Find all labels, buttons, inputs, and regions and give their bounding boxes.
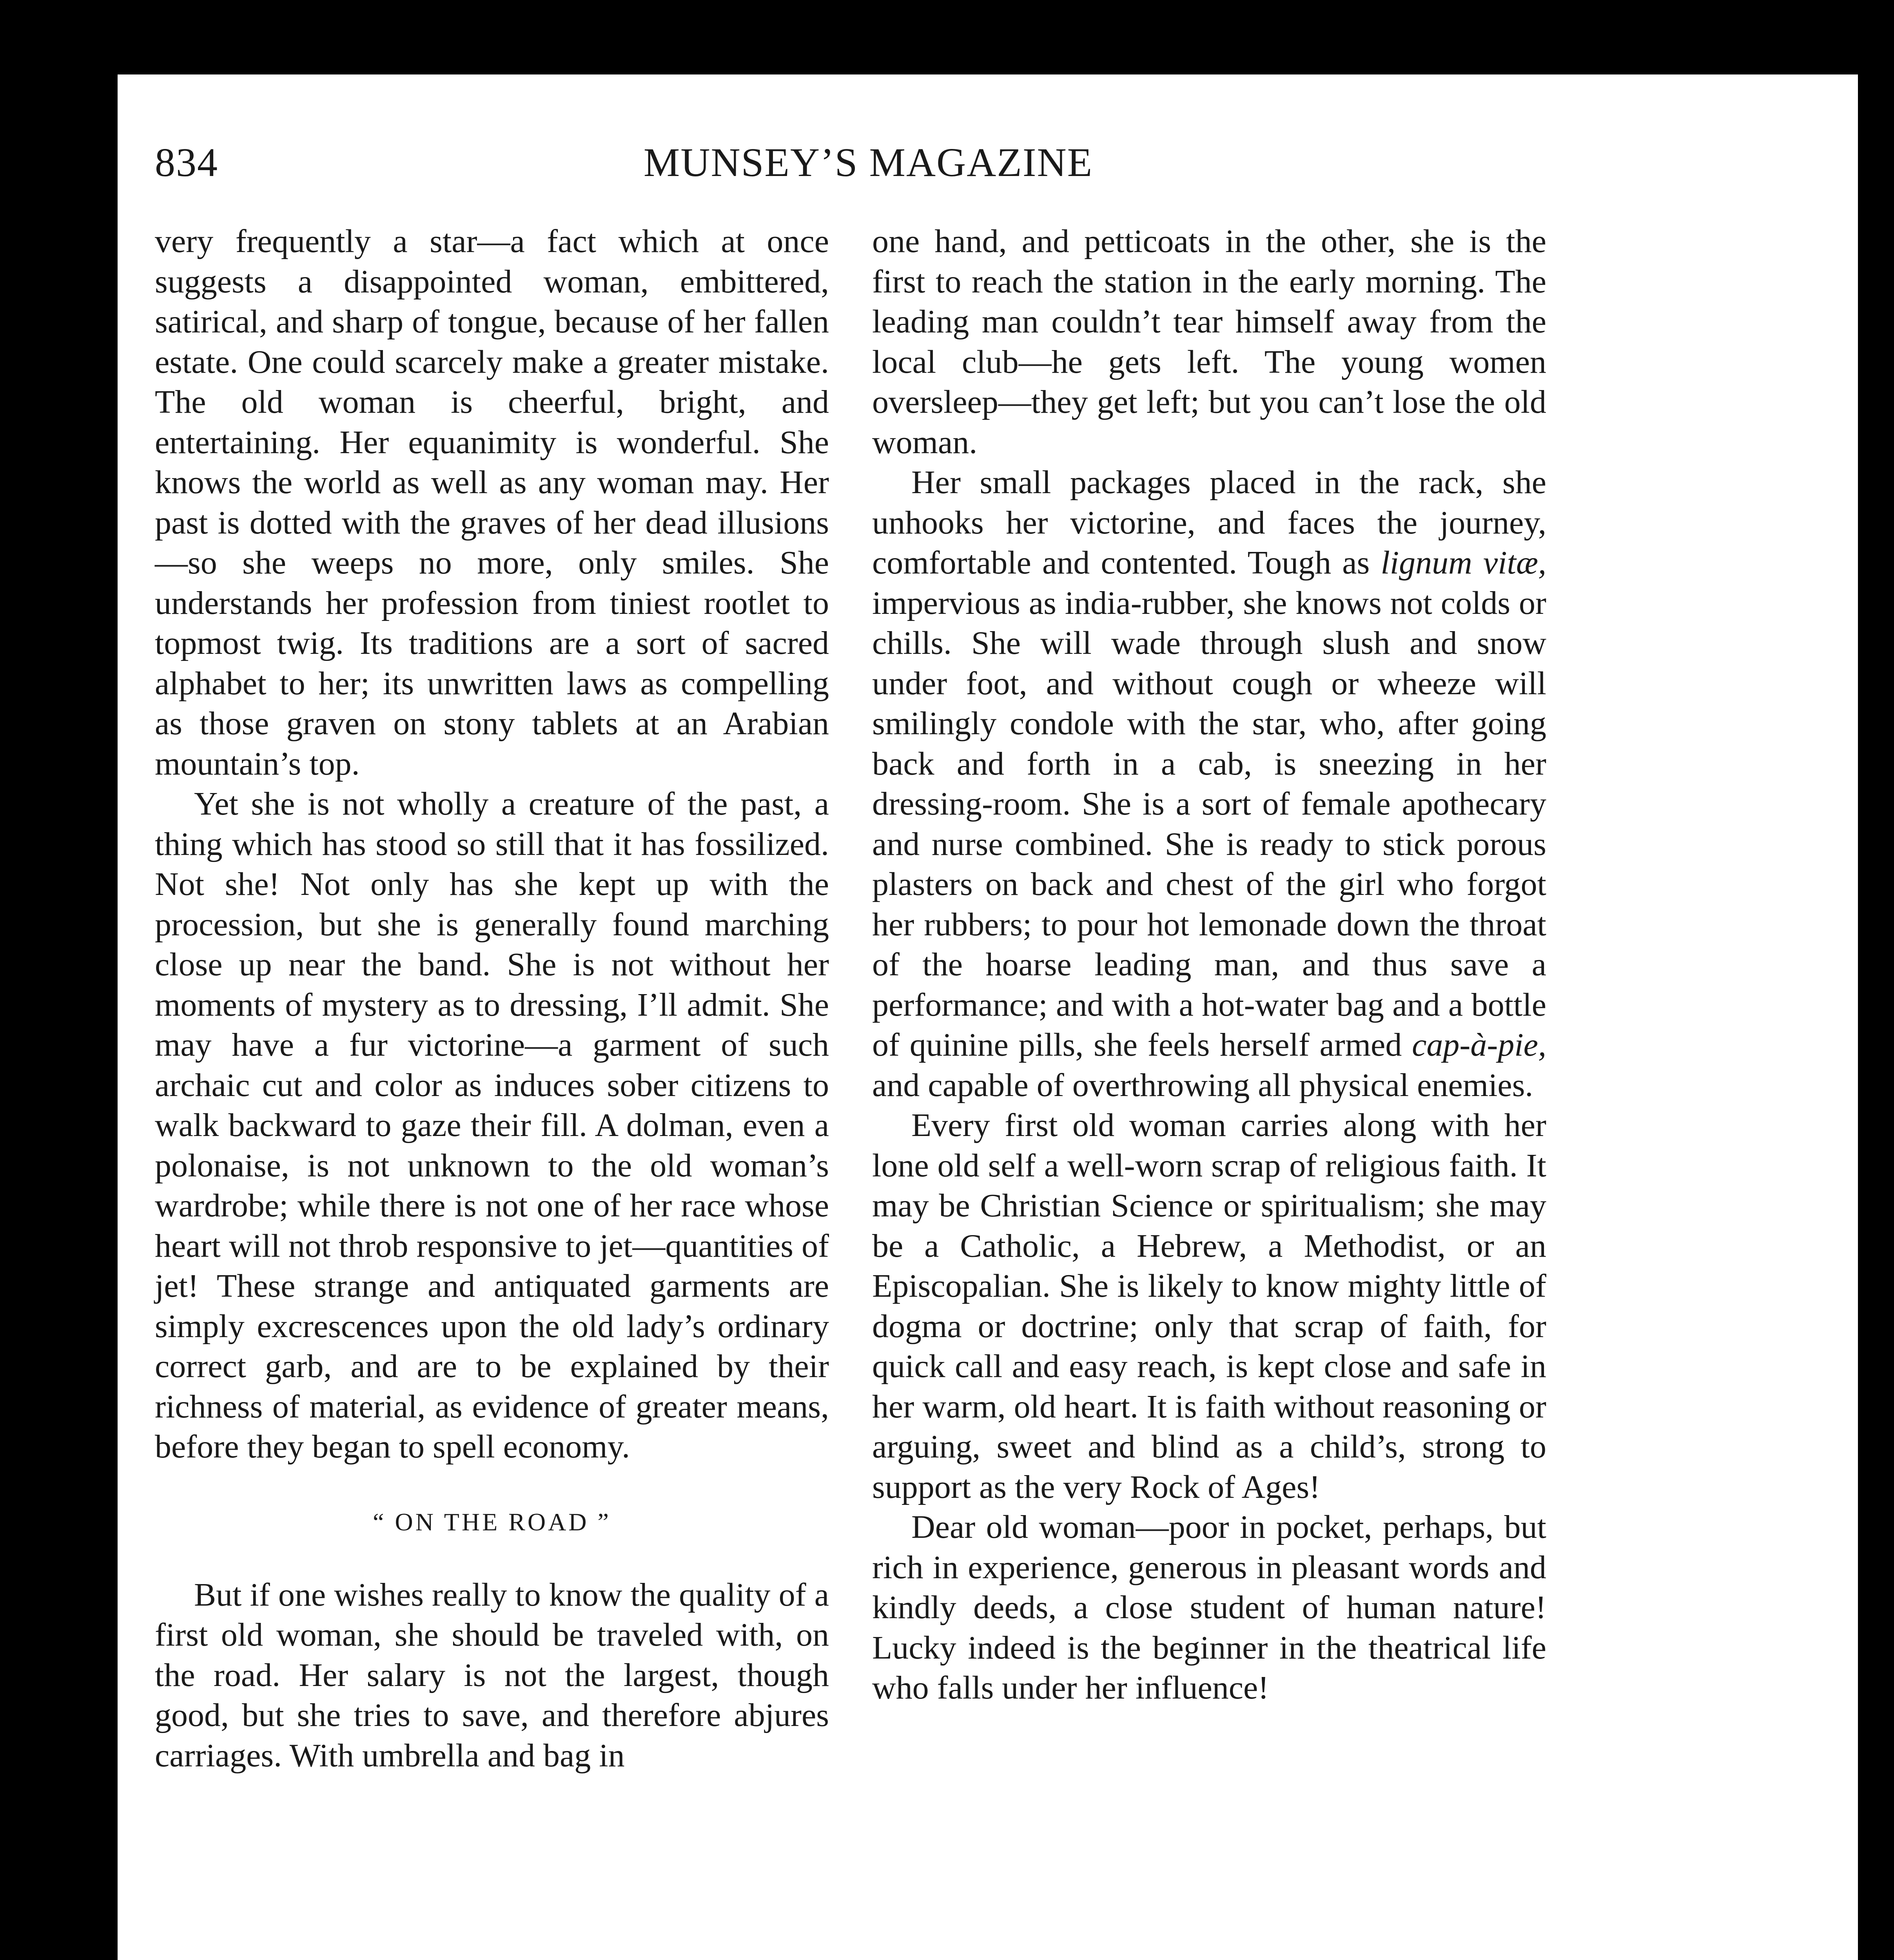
text-run: impervious as india-rubber, she knows not colds or chills. She will wade through slush and snow under foot, and without cough or wheeze will smilingly condole with the star, who, after going back and forth in a cab, is sneezing in her dressing-room. She is a sort of female apothecary and nurse combined. She is ready to stick porous plasters on back and chest of the girl who forgot her rubbers; to pour hot lemonade down the throat of the hoarse leading man, and thus save a performance; and with a hot-water bag and a bottle of quinine pills, she feels herself armed [872, 584, 1546, 1063]
text-run: Her small packages placed in the rack, she unhooks her victorine, and faces the journey, comfortable and contented. Tough as [872, 464, 1546, 581]
paragraph: Dear old woman—poor in pocket, perhaps, but rich in experience, generous in pleasant words and kindly deeds, a close student of human nature! Lucky indeed is the beginner in the theatrical life who falls under her influence! [872, 1509, 1546, 1706]
paragraph: very frequently a star—a fact which at once suggests a disappointed woman, embittered, satirical, and sharp of tongue, because of her fallen estate. One could scarcely make a greater mistake. The old woman is cheerful, bright, and entertaining. Her equanimity is wonderful. She knows the world as well as any woman may. Her past is dotted with the graves of her dead illusions—so she weeps no more, only smiles. She understands her profession from tiniest rootlet to topmost twig. Its traditions are a sort of sacred alphabet to her; its unwritten laws as compelling as those graven on stony tablets at an Arabian mountain’s top. [155, 223, 829, 782]
paragraph: But if one wishes really to know the quality of a first old woman, she should be traveled with, on the road. Her salary is not the largest, though good, but she tries to save, and therefore abjures carriages. With umbrella and bag in [155, 1576, 829, 1774]
left-column [155, 221, 829, 1776]
text-run: and capable of overthrowing all physical enemies. [872, 1067, 1533, 1103]
right-column [872, 221, 1546, 1708]
running-title: MUNSEY’S MAGAZINE [643, 140, 1093, 185]
italic-phrase: lignum vitæ, [1381, 544, 1546, 581]
paragraph: Yet she is not wholly a creature of the past, a thing which has stood so still that it has fossilized. Not she! Not only has she kept up with the procession, but she is generally found marching close up near the band. She is not without her moments of mystery as to dressing, I’ll admit. She may have a fur victorine—a garment of such archaic cut and color as induces sober citizens to walk backward to gaze their fill. A dolman, even a polonaise, is not unknown to the old woman’s wardrobe; while there is not one of her race whose heart will not throb responsive to jet—quantities of jet! These strange and antiquated garments are simply excrescences upon the old lady’s ordinary correct garb, and are to be explained by their richness of material, as evidence of greater means, before they began to spell economy. [155, 786, 829, 1465]
paragraph: one hand, and petticoats in the other, she is the first to reach the station in the early morning. The leading man couldn’t tear himself away from the local club—he gets left. The young women oversleep—they get left; but you can’t lose the old woman. [872, 223, 1546, 461]
italic-phrase: cap-à-pie, [1412, 1027, 1546, 1063]
page-header [155, 139, 1582, 202]
page-number: 834 [155, 140, 218, 185]
paragraph: Every first old woman carries along with her lone old self a well-worn scrap of religious faith. It may be Christian Science or spiritualism; she may be a Catholic, a Hebrew, a Methodist, or an Episcopalian. She is likely to know mighty little of dogma or doctrine; only that scrap of faith, for quick call and easy reach, is kept close and safe in her warm, old heart. It is faith without reasoning or arguing, sweet and blind as a child’s, strong to support as the very Rock of Ages! [872, 1107, 1546, 1505]
section-subheading: “ ON THE ROAD ” [373, 1508, 611, 1536]
paragraph [872, 463, 1546, 1105]
